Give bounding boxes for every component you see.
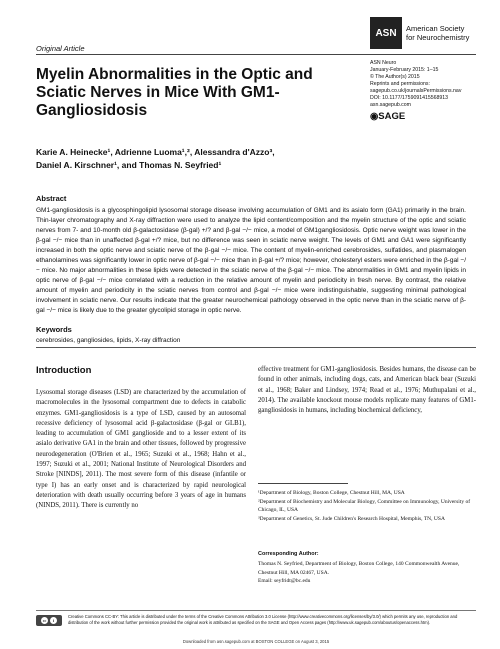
license-text: Creative Commons CC-BY: This article is distributed under the terms of the Creative Commons Attribution 3.0 License (http://www.creativecommons.org/licenses/by/3.0/) which permits any use, reproduction and distribution of the work without further permission provided the original work is attributed as specified on the SAGE and Open Access pages (http://www.uk.sagepub.com/aboutus/openaccess.htm). <box>68 614 458 625</box>
journal-meta <box>370 60 490 109</box>
introduction-heading: Introduction <box>36 365 92 376</box>
cc-license-icon: cc i <box>36 615 62 626</box>
abstract-text: GM1-gangliosidosis is a glycosphingolipid lysosomal storage disease involving accumulation of GM1 and its asialo form (GA1) primarily in the brain. Thin-layer chromatography and X-ray diffraction were used to analyze the lipid content/composition and the myelin structure of the optic and sciatic nerves from 7- and 10-month old β-galactosidase (β-gal) +/? and β-gal −/− mice, a model of GM1gangliosidosis. Optic nerve weight was lower in the β-gal −/− mice than in unaffected β-gal +/? mice, but no difference was seen in sciatic nerve weight. The levels of GM1 and GA1 were significantly increased in both the optic nerve and sciatic nerve of the β-gal −/− mice. The content of myelin-enriched cerebrosides, sulfatides, and plasmalogen ethanolamines was significantly lower in optic nerve of β-gal −/− mice than in β-gal +/? mice; however, cholesteryl esters were enriched in the β-gal −/− mice. No major abnormalities in these lipids were detected in the sciatic nerve of the β-gal −/− mice. The abnormalities in GM1 and myelin lipids in optic nerve of β-gal −/− mice correlated with a reduction in the relative amount of myelin and periodicity in fresh nerve. By contrast, the relative amount of myelin and periodicity in the sciatic nerves from control and β-gal −/− mice were indistinguishable, suggesting minimal pathological involvement in sciatic nerve. Our results indicate that the greater neurochemical pathology observed in the optic nerve than in the sciatic nerve of β-gal −/− mice is likely due to the greater glycolipid storage in optic nerve. <box>36 207 466 314</box>
header-divider <box>36 54 476 55</box>
corresponding-author-heading: Corresponding Author: <box>258 551 319 557</box>
article-title: Myelin Abnormalities in the Optic and Sciatic Nerves in Mice With GM1-Gangliosidosis <box>36 66 313 119</box>
asn-logo-mark: ASN <box>370 17 402 49</box>
corresponding-author: Thomas N. Seyfried, Department of Biology, Boston College, 140 Commonwealth Avenue, Chestnut Hill, MA 02467, USA. Email: seyfridt@bc.edu <box>258 560 476 586</box>
introduction-text: Lysosomal storage diseases (LSD) are characterized by the accumulation of macromolecules in the lysosomal compartment due to defects in catabolic enzymes. GM1-gangliosidosis is a type of LSD, caused by an autosomal recessive deficiency of lysosomal acid β-galactosidase (β-gal or GLB1), leading to accumulation of GM1 ganglioside and to a lesser extent of its asialo derivative GA1 in the brain and other tissues, followed by progressive neurodegeneration (O'Brien et al., 1965; Suzuki et al., 1968; Hahn et al., 1997; Suzuki et al., 2001; National Institute of Neurological Disorders and Stroke [NINDS], 2011). The most severe form of this disease (infantile or type I) has an early onset and is characterized by rapid neurological deterioration with death usually occurring before 3 years of age in humans (NINDS, 2011). There is currently no <box>36 389 246 510</box>
affiliation-item: ²Department of Biochemistry and Molecular Biology, Committee on Immunology, University of Chicago, IL, USA <box>258 498 471 513</box>
keywords-heading: Keywords <box>36 325 72 334</box>
left-column <box>36 365 246 512</box>
right-column-text: effective treatment for GM1-gangliosidosis. Besides humans, the disease can be found in other animals, including dogs, cats, and American black bear (Suzuki et al., 1968; Baker and Lindsey, 1974; Read et al., 1976; Muthupalani et al., 2014). The available knockout mouse models replicate many features of GM1-gangliosidosis in humans, including biochemical deficiency, <box>258 366 476 415</box>
journal-issue: January-February 2015: 1–15 <box>370 67 439 73</box>
reprints-label: Reprints and permissions: <box>370 81 430 87</box>
logo-society-name: American Society for Neurochemistry <box>406 24 470 42</box>
affiliation-item: ³Department of Genetics, St. Jude Children's Research Hospital, Memphis, TN, USA <box>258 515 445 522</box>
author-email[interactable]: Email: seyfridt@bc.edu <box>258 578 311 584</box>
footnote-divider <box>258 483 348 484</box>
sage-icon: ◉ <box>370 111 379 122</box>
reprints-link[interactable]: sagepub.co.uk/journalsPermissions.nav <box>370 88 462 94</box>
footer-divider <box>36 610 476 611</box>
abstract-divider <box>36 347 476 348</box>
copyright: © The Author(s) 2015 <box>370 74 420 80</box>
author-list: Karie A. Heinecke¹, Adrienne Luoma¹,², Alessandra d'Azzo³, Daniel A. Kirschner¹, and Thomas N. Seyfried¹ <box>36 147 275 170</box>
affiliation-item: ¹Department of Biology, Boston College, Chestnut Hill, MA, USA <box>258 490 405 496</box>
sage-logo: ◉SAGE <box>370 111 406 122</box>
affiliations <box>258 489 476 523</box>
abstract-heading: Abstract <box>36 194 67 203</box>
download-notice: Downloaded from asn.sagepub.com at BOSTON COLLEGE on August 3, 2015 <box>182 639 330 644</box>
journal-name: ASN Neuro <box>370 60 397 66</box>
keywords-text: cerebrosides, gangliosides, lipids, X-ray diffraction <box>36 337 181 344</box>
site-link[interactable]: asn.sagepub.com <box>370 102 411 108</box>
article-type-label: Original Article <box>36 44 85 53</box>
journal-logo <box>370 17 486 51</box>
doi[interactable]: DOI: 10.1177/1759091415568913 <box>370 95 449 101</box>
